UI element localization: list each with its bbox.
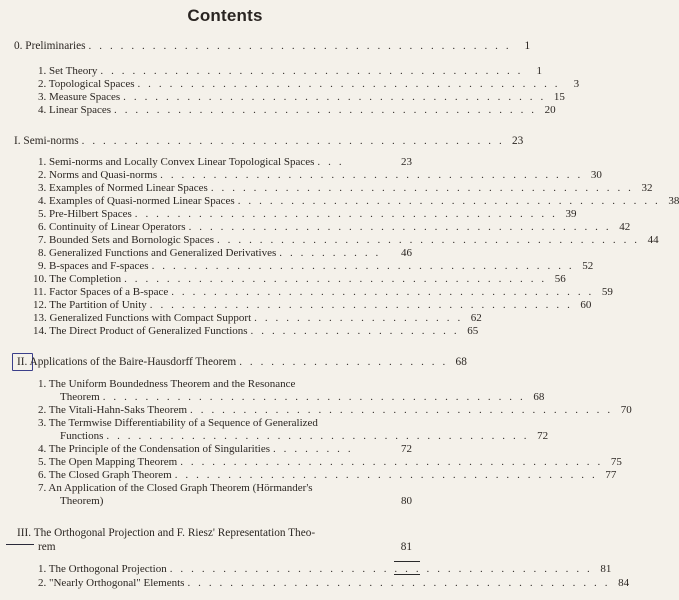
toc-section-6[interactable] (38, 220, 631, 234)
toc-entry-label: 4. The Principle of the Condensation of Singularities (38, 443, 270, 455)
page-title: Contents (187, 6, 263, 25)
toc-entry-label: 9. B-spaces and F-spaces (38, 260, 149, 272)
toc-entry-label: 2. Norms and Quasi-norms (38, 169, 158, 181)
toc-page-number: 72 (401, 443, 412, 455)
toc-entry-label: III. The Orthogonal Projection and F. Riesz' Representation Theo- (17, 527, 316, 539)
toc-entry-label: 4. Examples of Quasi-normed Linear Spaces (38, 195, 235, 207)
toc-entry-label: 1. Set Theory (38, 65, 98, 77)
toc-page-number: 70 (620, 404, 632, 416)
toc-entry-label: 14. The Direct Product of Generalized Functions (33, 325, 248, 337)
toc-page-number: 20 (544, 104, 556, 116)
toc-entry-label: 5. The Open Mapping Theorem (38, 456, 178, 468)
leader-dots: . . . . . . . . . . . . . . . . . . . . . . . . . . . . . . . . . . . . . . . . (151, 260, 575, 272)
toc-entry-label: 11. Factor Spaces of a B-space (33, 286, 169, 298)
leader-dots: . . . . . . . . . . . . . . . . . . . . . . . . . . . . . . . . . . . . . . . . (137, 78, 561, 90)
toc-page-number: 32 (641, 182, 653, 194)
toc-page-number: 62 (470, 312, 482, 324)
toc-section-4-condensation[interactable] (38, 442, 412, 456)
leader-dots: . . . . . . . . . . . . . . . . . . . . . . . . . . . . . . . . . . . . . . . . (216, 234, 640, 246)
toc-page-number: 23 (401, 156, 412, 168)
toc-page-number: 56 (554, 273, 566, 285)
leader-dots: . . . . . . . . . . . . . . . . . . . . (239, 356, 448, 368)
toc-chapter-orthogonal-projection-line-1[interactable] (17, 526, 412, 540)
toc-section-set-theory[interactable] (38, 64, 543, 78)
toc-entry-label: I. Semi-norms (14, 135, 79, 147)
toc-entry-label: Theorem (60, 391, 100, 403)
leader-dots: . . . . . . . . . . . . . . . . . . . . . . . . . . . . . . . . . . . . . . . . (237, 195, 661, 207)
toc-entry-label: 5. Pre-Hilbert Spaces (38, 208, 132, 220)
toc-section-11[interactable] (33, 285, 613, 299)
toc-entry-label: II. Applications of the Baire-Hausdorff Theorem (17, 356, 237, 368)
toc-entry-label: 1. The Uniform Boundedness Theorem and the Resonance (38, 378, 296, 390)
toc-page-number: 75 (610, 456, 622, 468)
toc-section-1[interactable] (38, 155, 412, 169)
toc-entry-label: 3. Measure Spaces (38, 91, 121, 103)
toc-chapter-preliminaries[interactable] (14, 39, 531, 53)
toc-section-2-nearly-orthogonal[interactable] (38, 576, 630, 590)
toc-section-5[interactable] (38, 207, 577, 221)
toc-section-14[interactable] (33, 324, 479, 338)
toc-page-number: 60 (580, 299, 592, 311)
handwritten-overline-mark (394, 561, 420, 562)
toc-section-9[interactable] (38, 259, 594, 273)
leader-dots: . . . . . . . . . . (279, 247, 381, 259)
toc-section-7-line-1[interactable] (38, 481, 412, 495)
toc-page-number: 44 (647, 234, 659, 246)
toc-entry-label: 3. Examples of Normed Linear Spaces (38, 182, 208, 194)
leader-dots: . . . . . . . . . . . . . . . . . . . . . . . . . . . . . . . . . . . . . . . . (124, 273, 547, 285)
toc-section-1-line-2[interactable] (60, 390, 545, 404)
toc-entry-label: 13. Generalized Functions with Compact Support (33, 312, 252, 324)
toc-entry-label: 2. Topological Spaces (38, 78, 135, 90)
toc-section-2-vitali[interactable] (38, 403, 632, 417)
leader-dots: . . . . . . . . . . . . . . . . . . . . . . . . . . . . . . . . . . . . . . . . (171, 286, 594, 298)
toc-page-number: 15 (553, 91, 565, 103)
toc-entry-label: 10. The Completion (33, 273, 122, 285)
leader-dots: . . . . . . . . . . . . . . . . . . . . (250, 325, 460, 337)
leader-dots: . . . . . . . . . . . . . . . . . . . . . . . . . . . . . . . . . . . . . . . . (106, 430, 530, 442)
toc-entry-label: 6. Continuity of Linear Operators (38, 221, 186, 233)
toc-page-number: 39 (565, 208, 577, 220)
toc-chapter-semi-norms[interactable] (14, 134, 524, 148)
leader-dots: . . . . . . . . . . . . . . . . . . . . . . . . . . . . . . . . . . . . . . . . (114, 104, 537, 116)
leader-dots: . . . . . . . . . . . . . . . . . . . . . . . . . . . . . . . . . . . . . . . . (180, 456, 603, 468)
leader-dots: . . . . . . . . . . . . . . . . . . . . . . . . . . . . . . . . . . . . . . . . (188, 221, 612, 233)
toc-page-number: 81 (600, 563, 612, 575)
handwritten-underline-mark-2 (394, 574, 420, 575)
toc-page-number: 23 (512, 135, 524, 147)
leader-dots: . . . . . . . . . . . . . . . . . . . . . . . . . . . . . . . . . . . . . . . . (169, 563, 593, 575)
toc-section-12[interactable] (33, 298, 592, 312)
toc-chapter-orthogonal-projection-line-2[interactable] (38, 540, 412, 554)
toc-section-measure-spaces[interactable] (38, 90, 565, 104)
toc-entry-label: 2. "Nearly Orthogonal" Elements (38, 577, 185, 589)
toc-page-number: 72 (537, 430, 549, 442)
toc-entry-label: 2. The Vitali-Hahn-Saks Theorem (38, 404, 188, 416)
toc-entry-label: 3. The Termwise Differentiability of a Sequence of Generalized (38, 417, 318, 429)
toc-page-number: 52 (582, 260, 594, 272)
toc-page-number: 80 (401, 495, 412, 507)
toc-page-number: 68 (455, 356, 467, 368)
toc-page-number: 68 (533, 391, 545, 403)
toc-page-number: 84 (618, 577, 630, 589)
toc-page-number: 1 (536, 65, 543, 77)
toc-section-3-line-1[interactable] (38, 416, 412, 430)
leader-dots: . . . . . . . . . . . . . . . . . . . . . . . . . . . . . . . . . . . . . . . . (149, 299, 573, 311)
toc-section-8[interactable] (38, 246, 412, 260)
toc-page-number: 42 (619, 221, 631, 233)
toc-section-10[interactable] (33, 272, 566, 286)
toc-section-linear-spaces[interactable] (38, 103, 556, 117)
toc-section-1-orthogonal-projection[interactable] (38, 562, 612, 576)
leader-dots: . . . . . . . . . . . . . . . . . . . . . . . . . . . . . . . . . . . . . . . . (123, 91, 546, 103)
leader-dots: . . . . . . . . . . . . . . . . . . . . . . . . . . . . . . . . . . . . . . . . (81, 135, 505, 147)
toc-page-number: 59 (601, 286, 613, 298)
toc-page-number: 81 (400, 541, 412, 553)
toc-entry-label: 8. Generalized Functions and Generalized Derivatives (38, 247, 277, 259)
toc-section-topological-spaces[interactable] (38, 77, 580, 91)
leader-dots: . . . . . . . . . . . . . . . . . . . . . . . . . . . . . . . . . . . . . . . . (210, 182, 634, 194)
toc-page-number: 77 (605, 469, 617, 481)
toc-page-number: 3 (573, 78, 580, 90)
toc-entry-label: 1. Semi-norms and Locally Convex Linear Topological Spaces (38, 156, 315, 168)
toc-section-13[interactable] (33, 311, 482, 325)
toc-entry-label: 7. An Application of the Closed Graph Theorem (Hörmander's (38, 482, 313, 494)
toc-section-7[interactable] (38, 233, 659, 247)
toc-entry-label: 12. The Partition of Unity (33, 299, 147, 311)
leader-dots: . . . . . . . . . . . . . . . . . . . . . . . . . . . . . . . . . . . . . . . . (134, 208, 558, 220)
toc-page-number: 65 (467, 325, 479, 337)
toc-page-number: 30 (590, 169, 602, 181)
toc-entry-label: 0. Preliminaries (14, 40, 86, 52)
leader-dots: . . . . . . . . (272, 443, 354, 455)
toc-entry-label: Theorem) (60, 495, 104, 507)
toc-page-number: 1 (524, 40, 531, 52)
toc-section-4[interactable] (38, 194, 679, 208)
toc-section-5-open-mapping[interactable] (38, 455, 622, 469)
toc-section-6-closed-graph[interactable] (38, 468, 617, 482)
toc-section-2[interactable] (38, 168, 602, 182)
leader-dots: . . . . . . . . . . . . . . . . . . . . (254, 312, 463, 324)
toc-section-7-line-2[interactable] (60, 494, 412, 508)
toc-entry-label: 4. Linear Spaces (38, 104, 111, 116)
leader-dots: . . . . . . . . . . . . . . . . . . . . . . . . . . . . . . . . . . . . . . . . (160, 169, 583, 181)
toc-entry-label: 6. The Closed Graph Theorem (38, 469, 172, 481)
toc-page-number: 38 (668, 195, 679, 207)
toc-page-number: 46 (401, 247, 412, 259)
toc-entry-label: 7. Bounded Sets and Bornologic Spaces (38, 234, 214, 246)
leader-dots: . . . . . . . . . . . . . . . . . . . . . . . . . . . . . . . . . . . . . . . . (190, 404, 613, 416)
toc-entry-label: rem (38, 541, 56, 553)
leader-dots: . . . . . . . . . . . . . . . . . . . . . . . . . . . . . . . . . . . . . . . . (100, 65, 524, 77)
leader-dots: . . . . . . . . . . . . . . . . . . . . . . . . . . . . . . . . . . . . . . . . (174, 469, 598, 481)
toc-section-3-line-2[interactable] (60, 429, 549, 443)
toc-entry-label: Functions (60, 430, 104, 442)
leader-dots: . . . (317, 156, 345, 168)
leader-dots: . . . . . . . . . . . . . . . . . . . . . . . . . . . . . . . . . . . . . . . . (88, 40, 512, 52)
leader-dots: . . . . . . . . . . . . . . . . . . . . . . . . . . . . . . . . . . . . . . . . (187, 577, 611, 589)
leader-dots: . . . . . . . . . . . . . . . . . . . . . . . . . . . . . . . . . . . . . . . . (102, 391, 526, 403)
toc-chapter-baire-hausdorff[interactable] (17, 355, 467, 369)
toc-section-3[interactable] (38, 181, 653, 195)
toc-section-1-line-1[interactable] (38, 377, 412, 391)
handwritten-underline-mark (6, 544, 34, 545)
toc-entry-label: 1. The Orthogonal Projection (38, 563, 167, 575)
